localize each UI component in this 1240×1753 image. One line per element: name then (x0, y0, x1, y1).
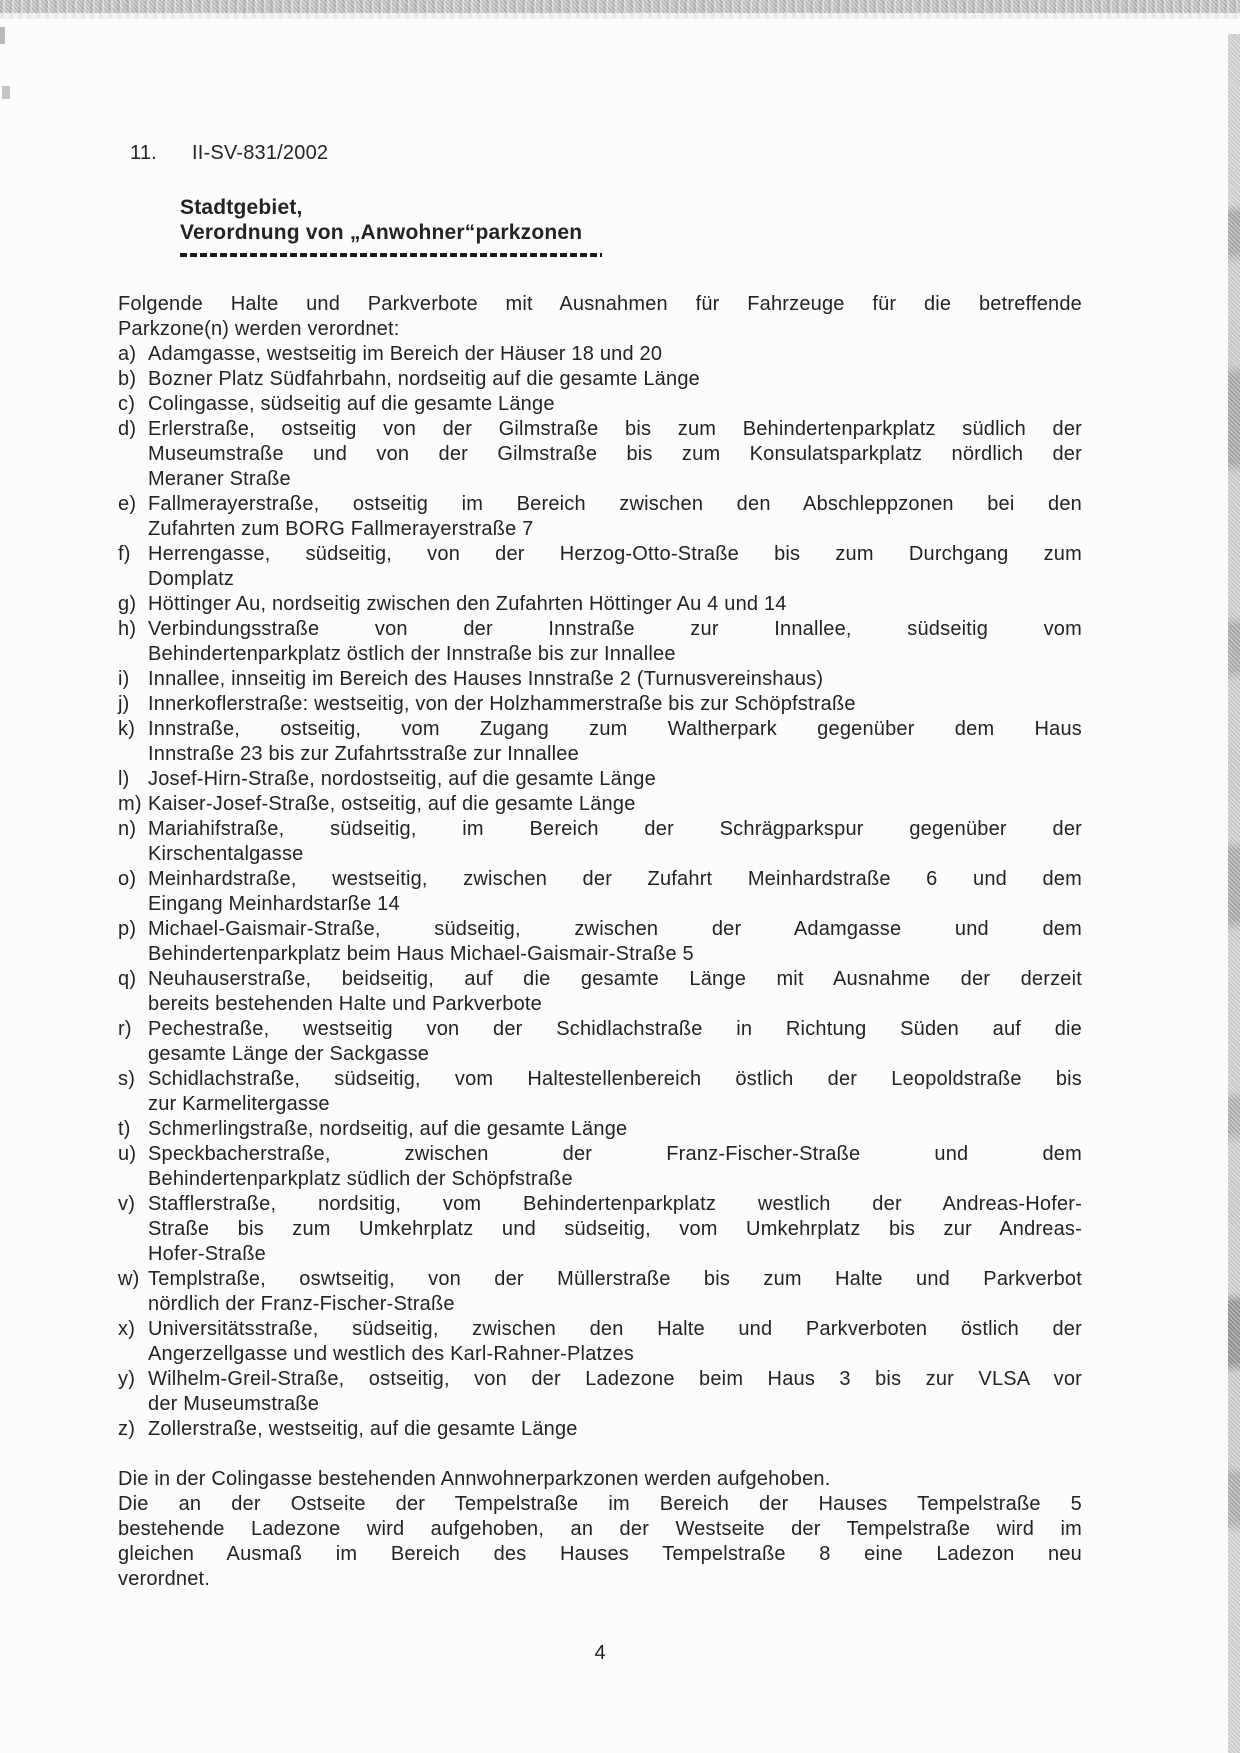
text-line: Die an der Ostseite der Tempelstraße im Bereich der Hauses Tempelstraße 5 (118, 1493, 1082, 1515)
text-line: Stafflerstraße, nordsitig, vom Behindertenparkplatz westlich der Andreas-Hofer- (148, 1193, 1082, 1215)
case-reference-line (118, 141, 1082, 166)
text-line: Angerzellgasse und westlich des Karl-Rahner-Platzes (148, 1343, 634, 1365)
list-item-b (118, 367, 1082, 392)
item-marker: u) (118, 1143, 137, 1165)
item-marker: s) (118, 1068, 136, 1090)
item-marker: g) (118, 593, 137, 615)
text-line: Höttinger Au, nordseitig zwischen den Zufahrten Höttinger Au 4 und 14 (148, 593, 787, 615)
text-line: Zufahrten zum BORG Fallmerayerstraße 7 (148, 518, 534, 540)
item-marker: h) (118, 618, 137, 640)
scan-artifact (0, 27, 5, 44)
text-line: Herrengasse, südseitig, von der Herzog-Otto-Straße bis zum Durchgang zum (148, 543, 1082, 565)
item-marker: z) (118, 1418, 136, 1440)
list-item-e (118, 492, 1082, 542)
text-line: Innerkoflerstraße: westseitig, von der Holzhammerstraße bis zur Schöpfstraße (148, 693, 856, 715)
text-line: Innstraße 23 bis zur Zufahrtsstraße zur Innallee (148, 743, 579, 765)
document-title (180, 195, 1082, 245)
list-item-f (118, 542, 1082, 592)
text-line: bereits bestehenden Halte und Parkverbote (148, 993, 543, 1015)
item-marker: m) (118, 793, 142, 815)
text-line: Hofer-Straße (148, 1243, 266, 1265)
list-item-o (118, 867, 1082, 917)
text-line: Erlerstraße, ostseitig von der Gilmstraße bis zum Behindertenparkplatz südlich der (148, 418, 1082, 440)
text-line: Eingang Meinhardstarße 14 (148, 893, 400, 915)
text-line: Speckbacherstraße, zwischen der Franz-Fischer-Straße und dem (148, 1143, 1082, 1165)
item-marker: f) (118, 543, 131, 565)
list-item-a (118, 342, 1082, 367)
text-line: Mariahifstraße, südseitig, im Bereich der Schrägparkspur gegenüber der (148, 818, 1082, 840)
text-line: Fallmerayerstraße, ostseitig im Bereich zwischen den Abschleppzonen bei den (148, 493, 1082, 515)
text-line: Universitätsstraße, südseitig, zwischen den Halte und Parkverboten östlich der (148, 1318, 1082, 1340)
list-item-i (118, 667, 1082, 692)
case-index: 11. (130, 142, 157, 164)
list-item-s (118, 1067, 1082, 1117)
list-item-l (118, 767, 1082, 792)
item-marker: n) (118, 818, 137, 840)
list-item-k (118, 717, 1082, 767)
document-page (118, 141, 1082, 1592)
title-underline-dashes (180, 253, 602, 257)
list-item-c (118, 392, 1082, 417)
list-item-m (118, 792, 1082, 817)
item-marker: a) (118, 343, 137, 365)
text-line: Behindertenparkplatz beim Haus Michael-Gaismair-Straße 5 (148, 943, 694, 965)
closing-paragraphs (118, 1467, 1082, 1592)
list-item-t (118, 1117, 1082, 1142)
text-line: Adamgasse, westseitig im Bereich der Häuser 18 und 20 (148, 343, 663, 365)
list-item-p (118, 917, 1082, 967)
text-line: Schidlachstraße, südseitig, vom Haltestellenbereich östlich der Leopoldstraße bis (148, 1068, 1082, 1090)
text-line: verordnet. (118, 1568, 211, 1590)
item-marker: q) (118, 968, 137, 990)
text-line: Folgende Halte und Parkverbote mit Ausnahmen für Fahrzeuge für die betreffende (118, 293, 1082, 315)
list-item-w (118, 1267, 1082, 1317)
item-marker: b) (118, 368, 137, 390)
text-line: Die in der Colingasse bestehenden Annwohnerparkzonen werden aufgehoben. (118, 1468, 831, 1490)
item-marker: o) (118, 868, 137, 890)
text-line: Domplatz (148, 568, 235, 590)
text-line: Behindertenparkplatz östlich der Innstraße bis zur Innallee (148, 643, 676, 665)
item-marker: i) (118, 668, 130, 690)
item-marker: e) (118, 493, 137, 515)
scan-artifact (2, 86, 10, 99)
list-item-z (118, 1417, 1082, 1442)
item-marker: w) (118, 1268, 140, 1290)
intro-paragraph (118, 292, 1082, 342)
text-line: Schmerlingstraße, nordseitig, auf die gesamte Länge (148, 1118, 628, 1140)
item-marker: v) (118, 1193, 136, 1215)
text-line: Behindertenparkplatz südlich der Schöpfstraße (148, 1168, 573, 1190)
text-line: Kirschentalgasse (148, 843, 304, 865)
text-line: Josef-Hirn-Straße, nordostseitig, auf die gesamte Länge (148, 768, 656, 790)
item-marker: l) (118, 768, 130, 790)
case-reference: II-SV-831/2002 (192, 142, 329, 164)
text-line: Zollerstraße, westseitig, auf die gesamte Länge (148, 1418, 578, 1440)
list-item-d (118, 417, 1082, 492)
text-line: Kaiser-Josef-Straße, ostseitig, auf die gesamte Länge (148, 793, 636, 815)
title-line-2: Verordnung von „Anwohner“parkzonen (180, 221, 583, 244)
text-line: gesamte Länge der Sackgasse (148, 1043, 430, 1065)
item-marker: y) (118, 1368, 136, 1390)
text-line: Colingasse, südseitig auf die gesamte Länge (148, 393, 555, 415)
list-item-j (118, 692, 1082, 717)
list-item-q (118, 967, 1082, 1017)
text-line: Meinhardstraße, westseitig, zwischen der Zufahrt Meinhardstraße 6 und dem (148, 868, 1082, 890)
item-marker: t) (118, 1118, 131, 1140)
title-line-1: Stadtgebiet, (180, 196, 303, 219)
list-item-g (118, 592, 1082, 617)
text-line: Neuhauserstraße, beidseitig, auf die gesamte Länge mit Ausnahme der derzeit (148, 968, 1082, 990)
text-line: Verbindungsstraße von der Innstraße zur Innallee, südseitig vom (148, 618, 1082, 640)
text-line: Bozner Platz Südfahrbahn, nordseitig auf die gesamte Länge (148, 368, 700, 390)
text-line: Meraner Straße (148, 468, 291, 490)
text-line: Parkzone(n) werden verordnet: (118, 318, 400, 340)
text-line: Michael-Gaismair-Straße, südseitig, zwischen der Adamgasse und dem (148, 918, 1082, 940)
text-line: Innstraße, ostseitig, vom Zugang zum Waltherpark gegenüber dem Haus (148, 718, 1082, 740)
text-line: Straße bis zum Umkehrplatz und südseitig, vom Umkehrplatz bis zur Andreas- (148, 1218, 1082, 1240)
text-line: bestehende Ladezone wird aufgehoben, an der Westseite der Tempelstraße wird im (118, 1518, 1082, 1540)
item-marker: j) (118, 693, 130, 715)
text-line: Museumstraße und von der Gilmstraße bis zum Konsulatsparkplatz nördlich der (148, 443, 1082, 465)
text-line: nördlich der Franz-Fischer-Straße (148, 1293, 455, 1315)
list-item-y (118, 1367, 1082, 1417)
item-marker: k) (118, 718, 136, 740)
item-marker: d) (118, 418, 137, 440)
list-item-x (118, 1317, 1082, 1367)
list-item-r (118, 1017, 1082, 1067)
text-line: der Museumstraße (148, 1393, 320, 1415)
scan-noise-top (0, 0, 1240, 13)
text-line: Wilhelm-Greil-Straße, ostseitig, von der Ladezone beim Haus 3 bis zur VLSA vor (148, 1368, 1082, 1390)
street-list (118, 342, 1082, 1442)
item-marker: p) (118, 918, 137, 940)
text-line: gleichen Ausmaß im Bereich des Hauses Tempelstraße 8 eine Ladezon neu (118, 1543, 1082, 1565)
item-marker: c) (118, 393, 136, 415)
item-marker: r) (118, 1018, 132, 1040)
list-item-u (118, 1142, 1082, 1192)
scan-noise-right (1228, 34, 1240, 1753)
page-number: 4 (594, 1642, 606, 1664)
item-marker: x) (118, 1318, 136, 1340)
text-line: Pechestraße, westseitig von der Schidlachstraße in Richtung Süden auf die (148, 1018, 1082, 1040)
list-item-n (118, 817, 1082, 867)
list-item-h (118, 617, 1082, 667)
text-line: Templstraße, oswtseitig, von der Müllerstraße bis zum Halte und Parkverbot (148, 1268, 1082, 1290)
list-item-v (118, 1192, 1082, 1267)
scan-noise-top-fade (0, 13, 1240, 19)
text-line: Innallee, innseitig im Bereich des Hauses Innstraße 2 (Turnusvereinshaus) (148, 668, 824, 690)
text-line: zur Karmelitergasse (148, 1093, 330, 1115)
